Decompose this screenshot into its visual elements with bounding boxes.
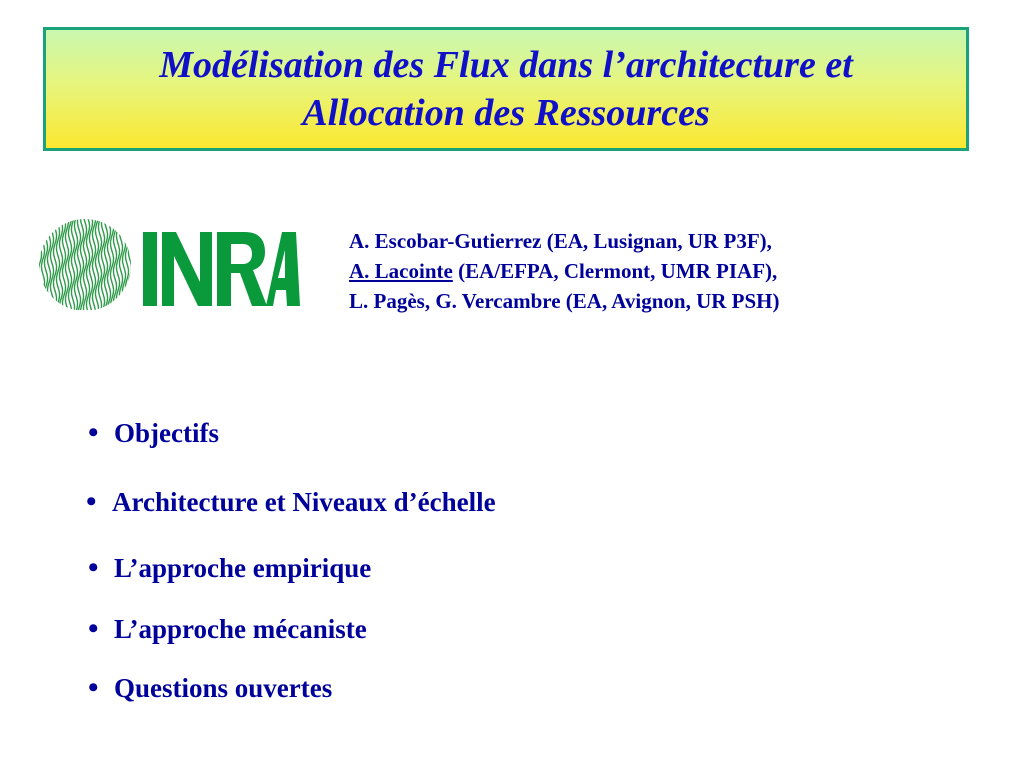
- bullet-dot: •: [88, 612, 99, 645]
- bullet-item: [88, 551, 371, 585]
- emblem-line: [62, 218, 65, 310]
- author-line-1: A. Escobar-Gutierrez (EA, Lusignan, UR P3F),: [349, 229, 772, 253]
- emblem-line: [47, 218, 50, 310]
- author-line-2-rest: (EA/EFPA, Clermont, UMR PIAF),: [452, 259, 778, 283]
- emblem-line: [119, 218, 122, 310]
- bullet-text: L’approche mécaniste: [114, 614, 367, 644]
- bullet-item: [88, 416, 219, 450]
- emblem-line: [125, 218, 128, 310]
- emblem-line: [122, 218, 125, 310]
- bullet-text: Questions ouvertes: [114, 673, 333, 703]
- bullet-item: [88, 671, 332, 705]
- emblem-line: [101, 218, 104, 310]
- emblem-line: [44, 218, 47, 310]
- emblem-line: [104, 218, 107, 310]
- inra-logo: [38, 218, 300, 312]
- emblem-line: [77, 218, 80, 310]
- bullet-text: Objectifs: [114, 418, 219, 448]
- emblem-line: [98, 218, 101, 310]
- slide-title-line-2: Allocation des Ressources: [302, 92, 710, 134]
- emblem-line: [50, 218, 53, 310]
- bullet-text: Architecture et Niveaux d’échelle: [112, 487, 496, 517]
- bullet-dot: •: [88, 416, 99, 449]
- author-underlined-name: A. Lacointe: [349, 259, 453, 283]
- title-box: [43, 27, 969, 151]
- authors-block: [349, 226, 780, 316]
- author-line-2: [349, 256, 780, 286]
- emblem-line: [74, 218, 77, 310]
- emblem-line: [95, 218, 98, 310]
- bullet-item: [86, 485, 496, 519]
- emblem-line: [71, 218, 74, 310]
- bullet-text: L’approche empirique: [114, 553, 372, 583]
- emblem-line: [80, 218, 83, 310]
- inra-wordmark: [143, 232, 300, 306]
- slide-title-line-1: Modélisation des Flux dans l’architecture et: [159, 44, 853, 86]
- author-line-3: L. Pagès, G. Vercambre (EA, Avignon, UR PSH): [349, 289, 780, 313]
- bullet-dot: •: [88, 671, 99, 704]
- bullet-dot: •: [88, 551, 99, 584]
- inra-emblem-icon: [38, 218, 131, 310]
- emblem-line: [128, 218, 131, 310]
- bullet-dot: •: [86, 485, 97, 518]
- emblem-line: [53, 218, 56, 310]
- bullet-item: [88, 612, 367, 646]
